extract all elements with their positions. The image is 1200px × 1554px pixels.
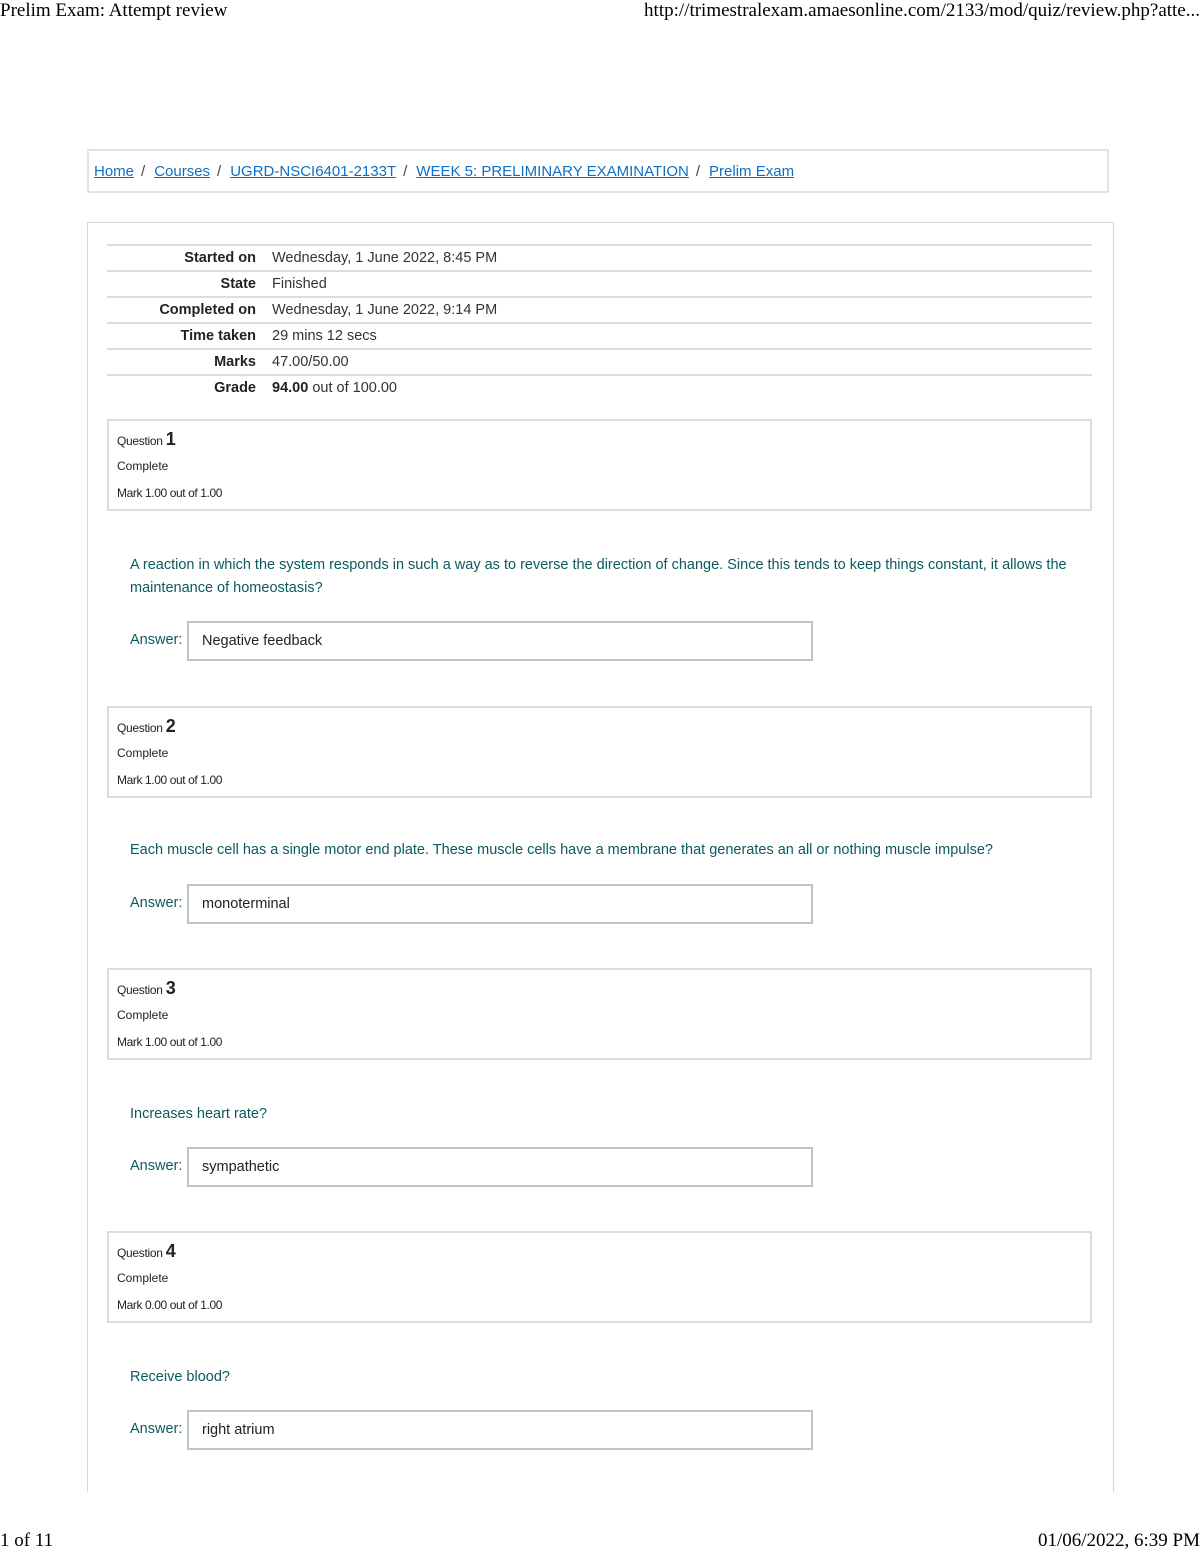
- question-info-box: [107, 419, 1092, 511]
- question-number: [117, 978, 175, 999]
- print-page-title: Prelim Exam: Attempt review: [0, 0, 228, 21]
- summary-row-time-taken: [107, 324, 1092, 350]
- grade-score: 94.00: [272, 380, 309, 396]
- answer-label: Answer:: [130, 1421, 183, 1437]
- answer-row: [130, 1410, 820, 1450]
- answer-field[interactable]: right atrium: [187, 1410, 813, 1450]
- question-prefix: Question: [117, 434, 163, 448]
- breadcrumb-course-link[interactable]: UGRD-NSCI6401-2133T: [230, 162, 397, 180]
- question-text: Each muscle cell has a single motor end plate. These muscle cells have a membrane that generates an all or nothing muscle impulse?: [130, 842, 993, 858]
- question-prefix: Question: [117, 983, 163, 997]
- question-state: Complete: [117, 1271, 169, 1285]
- breadcrumb-separator: /: [141, 162, 146, 180]
- question-state: Complete: [117, 1008, 169, 1022]
- summary-value: Wednesday, 1 June 2022, 8:45 PM: [272, 250, 498, 266]
- summary-label: Grade: [214, 380, 256, 396]
- answer-label: Answer:: [130, 1158, 183, 1174]
- answer-field[interactable]: Negative feedback: [187, 621, 813, 661]
- question-state: Complete: [117, 746, 169, 760]
- breadcrumb: [87, 149, 1109, 193]
- print-timestamp: 01/06/2022, 6:39 PM: [1037, 1530, 1200, 1551]
- breadcrumb-separator: /: [403, 162, 408, 180]
- breadcrumb-quiz-link[interactable]: Prelim Exam: [709, 162, 795, 180]
- breadcrumb-separator: /: [217, 162, 222, 180]
- question-number-value: 1: [165, 429, 176, 449]
- question-number: [117, 716, 175, 737]
- answer-row: [130, 884, 820, 924]
- question-text: A reaction in which the system responds in such a way as to reverse the direction of change. Since this tends to keep things constant, it allows the maintenance of homeostasis?: [130, 557, 1067, 596]
- question-info-box: [107, 1231, 1092, 1323]
- answer-row: [130, 1147, 820, 1187]
- question-prefix: Question: [117, 1246, 163, 1260]
- question-state: Complete: [117, 459, 169, 473]
- question-text: Increases heart rate?: [130, 1106, 268, 1122]
- question-number: [117, 429, 175, 450]
- answer-label: Answer:: [130, 632, 183, 648]
- summary-value: Wednesday, 1 June 2022, 9:14 PM: [272, 302, 498, 318]
- print-header: [0, 0, 1200, 26]
- attempt-summary-table: [107, 244, 1092, 400]
- question-number-value: 4: [165, 1241, 176, 1261]
- question-mark: Mark 1.00 out of 1.00: [117, 1035, 223, 1049]
- question-text: Receive blood?: [130, 1369, 230, 1385]
- summary-row-completed: [107, 298, 1092, 324]
- print-page-number: 1 of 11: [0, 1530, 54, 1551]
- summary-label: Completed on: [159, 302, 256, 318]
- question-number-value: 3: [165, 978, 176, 998]
- print-footer: [0, 1530, 1200, 1554]
- summary-row-marks: [107, 350, 1092, 376]
- question-info-box: [107, 968, 1092, 1060]
- summary-row-grade: [107, 376, 1092, 400]
- summary-row-state: [107, 272, 1092, 298]
- question-prefix: Question: [117, 721, 163, 735]
- summary-value: Finished: [272, 276, 327, 292]
- summary-label: Marks: [214, 354, 256, 370]
- breadcrumb-home-link[interactable]: Home: [94, 162, 135, 180]
- summary-label: Time taken: [180, 328, 256, 344]
- breadcrumb-separator: /: [695, 162, 701, 180]
- question-mark: Mark 0.00 out of 1.00: [117, 1298, 223, 1312]
- breadcrumb-week-link[interactable]: WEEK 5: PRELIMINARY EXAMINATION: [416, 162, 689, 180]
- summary-row-started: [107, 246, 1092, 272]
- answer-field[interactable]: monoterminal: [187, 884, 813, 924]
- summary-label: State: [220, 276, 256, 292]
- summary-value: 29 mins 12 secs: [272, 328, 377, 344]
- question-mark: Mark 1.00 out of 1.00: [117, 773, 223, 787]
- summary-label: Started on: [184, 250, 256, 266]
- summary-value: 47.00/50.00: [272, 354, 349, 370]
- answer-field[interactable]: sympathetic: [187, 1147, 813, 1187]
- answer-row: [130, 621, 820, 661]
- question-mark: Mark 1.00 out of 1.00: [117, 486, 223, 500]
- question-number-value: 2: [165, 716, 176, 736]
- print-page-url: http://trimestralexam.amaesonline.com/2133/mod/quiz/review.php?atte...: [644, 0, 1200, 21]
- summary-value: [272, 380, 397, 396]
- breadcrumb-courses-link[interactable]: Courses: [154, 162, 211, 180]
- grade-suffix: out of 100.00: [312, 380, 397, 396]
- question-info-box: [107, 706, 1092, 798]
- answer-label: Answer:: [130, 895, 183, 911]
- question-number: [117, 1241, 175, 1262]
